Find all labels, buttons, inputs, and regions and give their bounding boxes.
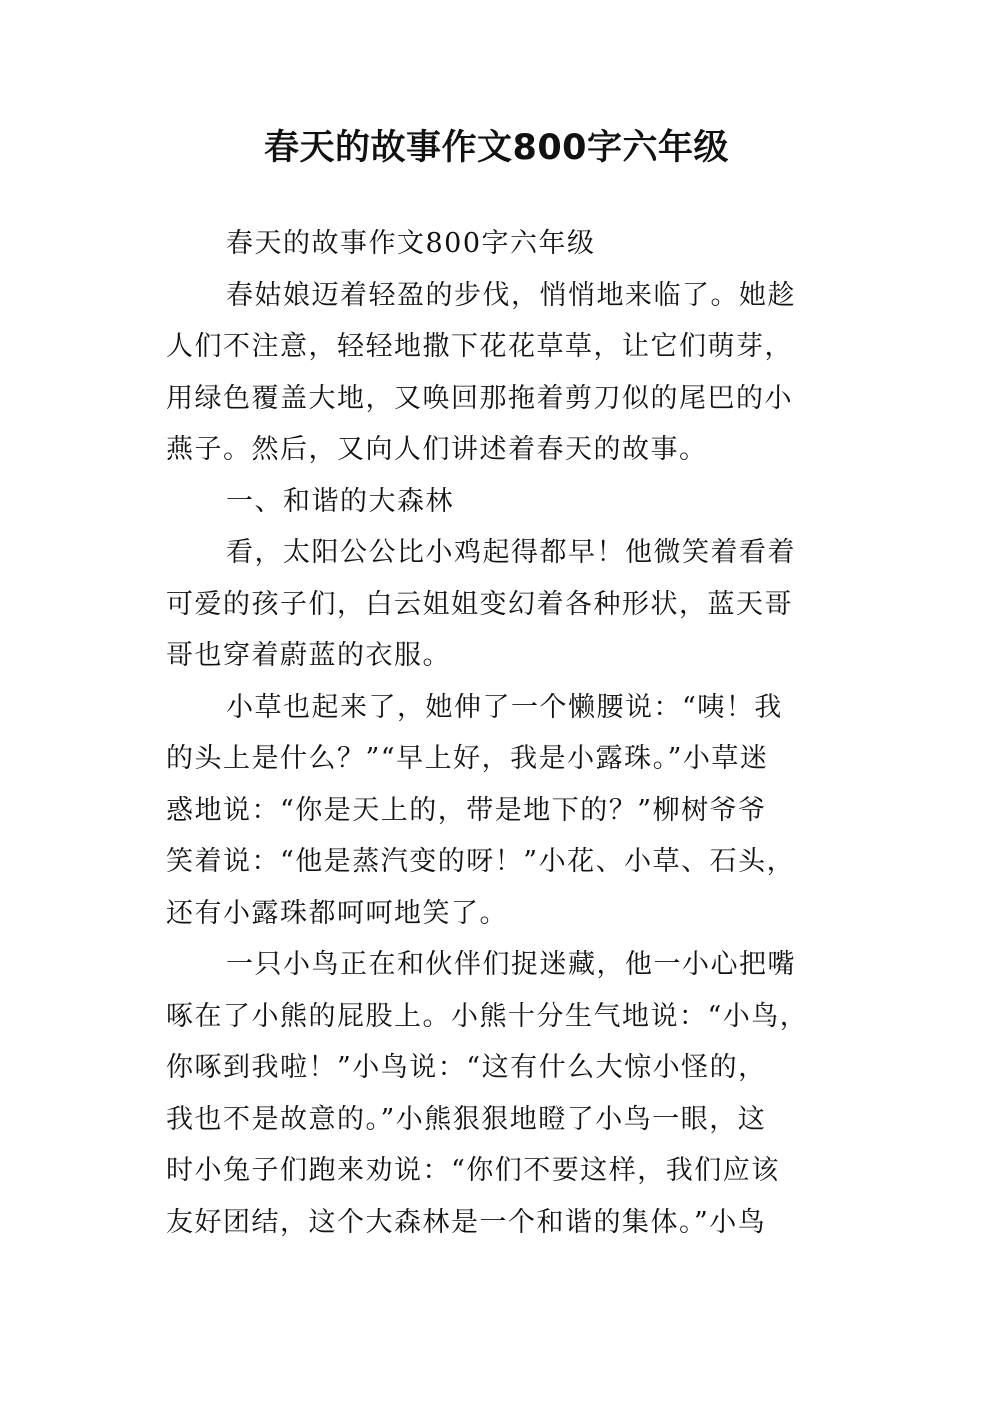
paragraph-line: 笑着说：“他是蒸汽变的呀！”小花、小草、石头， bbox=[166, 846, 796, 877]
paragraph-line: 啄在了小熊的屁股上。小熊十分生气地说：“小鸟， bbox=[166, 1000, 809, 1032]
section-heading: 一、和谐的大森林 bbox=[226, 485, 454, 517]
paragraph-line: 看，太阳公公比小鸡起得都早！他微笑着看着 bbox=[226, 537, 796, 568]
paragraph-line: 你啄到我啦！”小鸟说：“这有什么大惊小怪的， bbox=[166, 1052, 767, 1083]
subtitle-line: 春天的故事作文800字六年级 bbox=[226, 228, 596, 259]
paragraph-line: 友好团结，这个大森林是一个和谐的集体。”小鸟 bbox=[166, 1206, 767, 1238]
paragraph-line: 还有小露珠都呵呵地笑了。 bbox=[166, 897, 508, 929]
document-title: 春天的故事作文800字六年级 bbox=[263, 128, 730, 168]
paragraph-line: 用绿色覆盖大地，又唤回那拖着剪刀似的尾巴的小 bbox=[166, 382, 793, 414]
paragraph-line: 人们不注意，轻轻地撒下花花草草，让它们萌芽， bbox=[166, 331, 793, 362]
paragraph-line: 小草也起来了，她伸了一个懒腰说：“咦！我 bbox=[226, 691, 783, 723]
paragraph-line: 时小兔子们跑来劝说：“你们不要这样，我们应该 bbox=[166, 1155, 780, 1186]
paragraph-line: 惑地说：“你是天上的，带是地下的？”柳树爷爷 bbox=[166, 794, 767, 826]
paragraph-line: 可爱的孩子们，白云姐姐变幻着各种形状，蓝天哥 bbox=[166, 588, 793, 620]
paragraph-line: 一只小鸟正在和伙伴们捉迷藏，他一小心把嘴 bbox=[226, 949, 796, 980]
paragraph-line: 的头上是什么？”“早上好，我是小露珠。”小草迷 bbox=[166, 743, 769, 774]
paragraph-line: 哥也穿着蔚蓝的衣服。 bbox=[166, 640, 451, 671]
paragraph-line: 春姑娘迈着轻盈的步伐，悄悄地来临了。她趁 bbox=[226, 279, 796, 311]
document-body bbox=[166, 218, 846, 1248]
paragraph-line: 我也不是故意的。”小熊狠狠地瞪了小鸟一眼，这 bbox=[166, 1103, 767, 1135]
paragraph-line: 燕子。然后，又向人们讲述着春天的故事。 bbox=[166, 434, 708, 465]
